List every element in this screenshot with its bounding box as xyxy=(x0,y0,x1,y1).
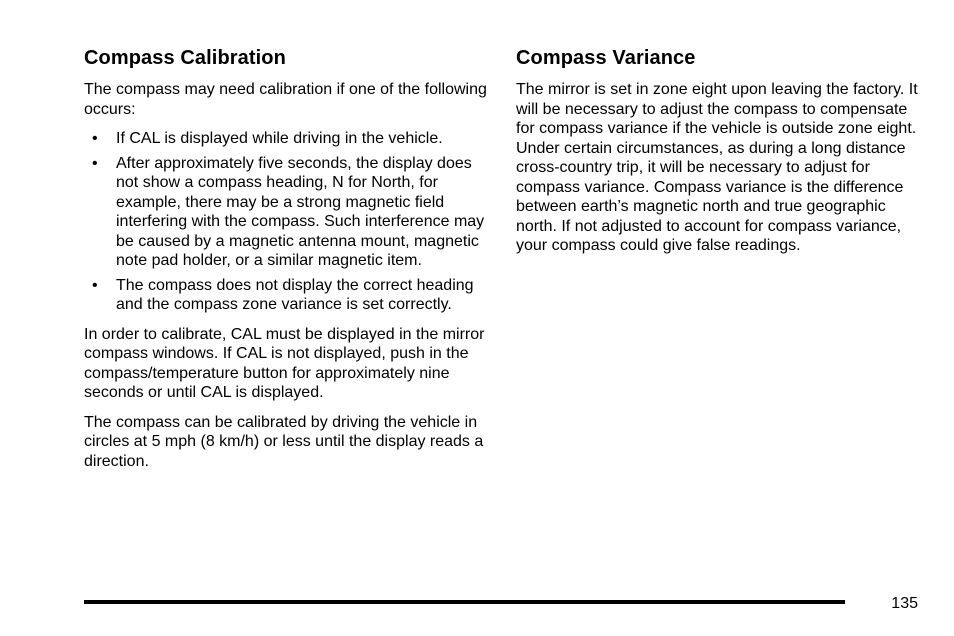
list-item xyxy=(84,154,494,271)
compass-calibration-section xyxy=(84,46,494,481)
intro-paragraph: The compass may need calibration if one of the following occurs: xyxy=(84,81,487,118)
compass-variance-section xyxy=(516,46,926,266)
list-item xyxy=(84,129,494,149)
bullet-list xyxy=(84,129,494,315)
bullet-icon: • xyxy=(92,276,98,294)
bullet-icon: • xyxy=(92,154,98,172)
list-item-text: After approximately five seconds, the display does not show a compass heading, N for North, for example, there may be a strong magnetic field interfering with the compass. Such interference may be caused by a magnetic antenna mount, magnetic note pad holder, or a similar magnetic item. xyxy=(116,154,485,269)
driving-paragraph: The compass can be calibrated by driving the vehicle in circles at 5 mph (8 km/h) or less until the display reads a direction. xyxy=(84,413,484,470)
calibrate-paragraph: In order to calibrate, CAL must be displayed in the mirror compass windows. If CAL is not displayed, push in the compass/temperature button for approximately nine seconds or until CAL is displayed. xyxy=(84,325,485,401)
variance-paragraph: The mirror is set in zone eight upon leaving the factory. It will be necessary to adjust the compass to compensate for compass variance if the vehicle is outside zone eight. Under certain circumstances, as during a long distance cross-country trip, it will be necessary to adjust for compass variance. Compass variance is the difference between earth’s magnetic north and true geographic north. If not adjusted to account for compass variance, your compass could give false readings. xyxy=(516,81,918,254)
section-heading: Compass Variance xyxy=(516,47,696,69)
page-number: 135 xyxy=(891,595,918,612)
list-item-text: The compass does not display the correct heading and the compass zone variance is set correctly. xyxy=(116,276,474,313)
bullet-icon: • xyxy=(92,130,98,147)
footer-rule xyxy=(84,600,845,604)
list-item-text: If CAL is displayed while driving in the vehicle. xyxy=(116,130,443,147)
section-heading: Compass Calibration xyxy=(84,47,286,69)
list-item xyxy=(84,276,494,315)
